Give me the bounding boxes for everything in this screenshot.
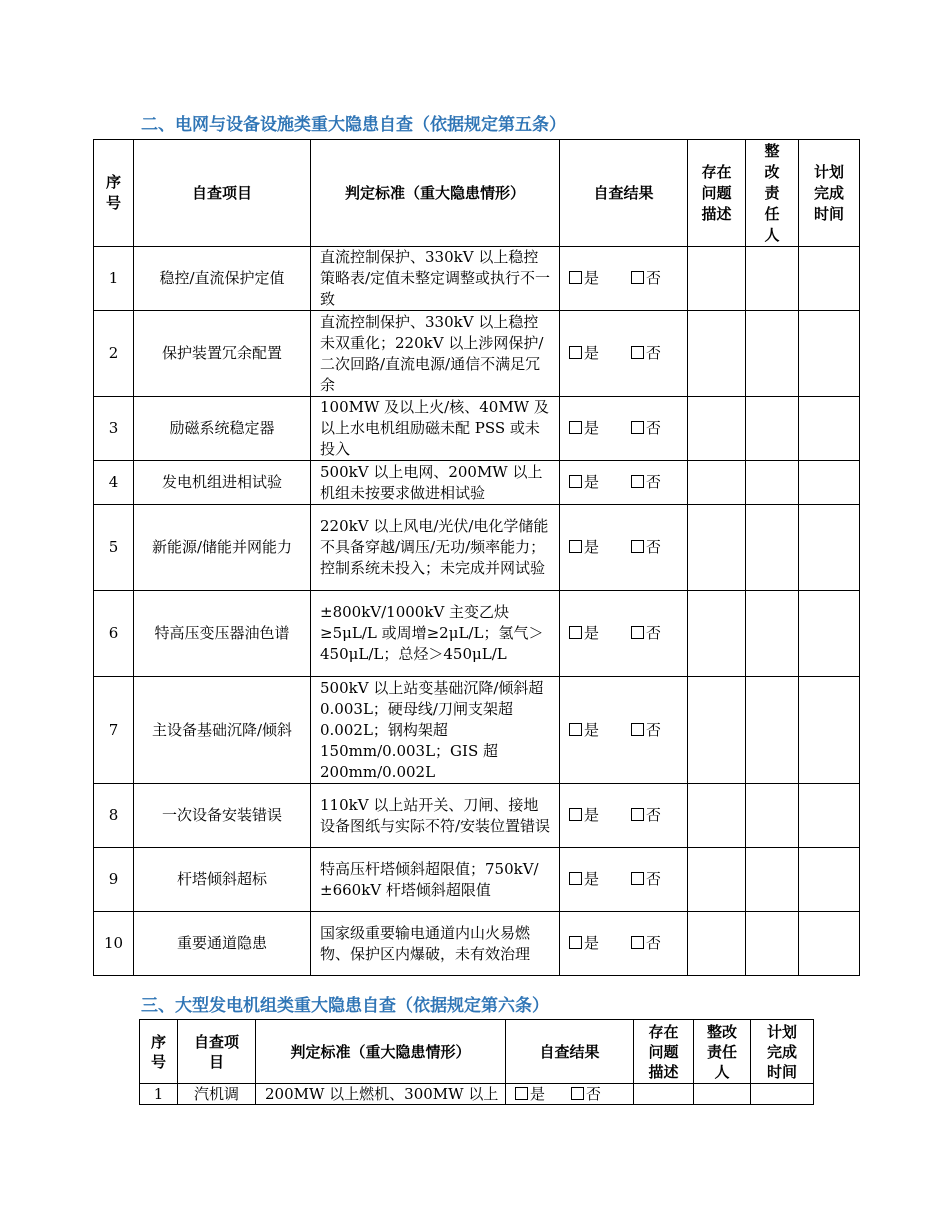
row-deadline-cell[interactable] <box>751 1084 814 1105</box>
row-problem-cell[interactable] <box>688 247 746 311</box>
header-item: 自查项目 <box>178 1020 256 1084</box>
row-responsible-cell[interactable] <box>746 912 799 976</box>
row-item: 稳控/直流保护定值 <box>134 247 311 311</box>
no-label: 否 <box>646 344 662 362</box>
row-responsible-cell[interactable] <box>746 461 799 505</box>
row-result <box>560 848 688 912</box>
row-seq: 1 <box>140 1084 178 1105</box>
checkbox-icon <box>569 540 582 553</box>
row-problem-cell[interactable] <box>688 311 746 397</box>
table-row <box>94 848 860 912</box>
row-deadline-cell[interactable] <box>799 311 860 397</box>
yes-checkbox[interactable] <box>569 268 599 289</box>
header-deadline: 计划完成时间 <box>751 1020 814 1084</box>
checkbox-icon <box>569 808 582 821</box>
row-seq: 9 <box>94 848 134 912</box>
row-item: 保护装置冗余配置 <box>134 311 311 397</box>
yes-label: 是 <box>584 806 600 824</box>
no-checkbox[interactable] <box>631 933 661 954</box>
row-standard: 220kV 以上风电/光伏/电化学储能不具备穿越/调压/无功/频率能力；控制系统未投入；未完成并网试验 <box>311 505 560 591</box>
checkbox-icon <box>631 808 644 821</box>
yes-label: 是 <box>584 473 600 491</box>
row-seq: 7 <box>94 677 134 784</box>
row-item: 一次设备安装错误 <box>134 784 311 848</box>
row-problem-cell[interactable] <box>634 1084 694 1105</box>
table-row <box>94 247 860 311</box>
row-deadline-cell[interactable] <box>799 461 860 505</box>
row-deadline-cell[interactable] <box>799 848 860 912</box>
yes-checkbox[interactable] <box>569 537 599 558</box>
row-item: 特高压变压器油色谱 <box>134 591 311 677</box>
row-seq: 6 <box>94 591 134 677</box>
row-problem-cell[interactable] <box>688 461 746 505</box>
yes-checkbox[interactable] <box>569 805 599 826</box>
row-standard: 特高压杆塔倾斜超限值；750kV/±660kV 杆塔倾斜超限值 <box>311 848 560 912</box>
checkbox-icon <box>515 1087 528 1100</box>
yes-label: 是 <box>584 344 600 362</box>
header-standard: 判定标准（重大隐患情形） <box>256 1020 506 1084</box>
checkbox-icon <box>569 626 582 639</box>
row-problem-cell[interactable] <box>688 848 746 912</box>
yes-label: 是 <box>584 419 600 437</box>
table-row <box>94 677 860 784</box>
row-responsible-cell[interactable] <box>694 1084 751 1105</box>
no-checkbox[interactable] <box>571 1084 601 1104</box>
row-deadline-cell[interactable] <box>799 784 860 848</box>
row-deadline-cell[interactable] <box>799 397 860 461</box>
table-row <box>94 311 860 397</box>
row-seq: 3 <box>94 397 134 461</box>
row-item: 励磁系统稳定器 <box>134 397 311 461</box>
yes-checkbox[interactable] <box>569 418 599 439</box>
yes-checkbox[interactable] <box>569 472 599 493</box>
row-seq: 4 <box>94 461 134 505</box>
table-row <box>140 1084 814 1105</box>
table-row <box>94 912 860 976</box>
row-seq: 2 <box>94 311 134 397</box>
no-label: 否 <box>646 538 662 556</box>
checkbox-icon <box>569 475 582 488</box>
no-checkbox[interactable] <box>631 869 661 890</box>
row-standard: 直流控制保护、330kV 以上稳控策略表/定值未整定调整或执行不一致 <box>311 247 560 311</box>
yes-label: 是 <box>584 269 600 287</box>
checkbox-icon <box>631 346 644 359</box>
row-problem-cell[interactable] <box>688 784 746 848</box>
header-standard: 判定标准（重大隐患情形） <box>311 140 560 247</box>
no-label: 否 <box>646 806 662 824</box>
yes-checkbox[interactable] <box>515 1084 545 1104</box>
hazard-table-grid-equipment <box>93 139 860 976</box>
row-deadline-cell[interactable] <box>799 912 860 976</box>
no-checkbox[interactable] <box>631 623 661 644</box>
no-label: 否 <box>646 269 662 287</box>
hazard-table-generator-units <box>139 1019 814 1105</box>
checkbox-icon <box>569 872 582 885</box>
row-responsible-cell[interactable] <box>746 677 799 784</box>
row-seq: 10 <box>94 912 134 976</box>
row-standard: 100MW 及以上火/核、40MW 及以上水电机组励磁未配 PSS 或未投入 <box>311 397 560 461</box>
row-standard: 500kV 以上站变基础沉降/倾斜超 0.003L；硬母线/刀闸支架超 0.002L；钢构架超 150mm/0.003L；GIS 超 200mm/0.002L <box>311 677 560 784</box>
no-label: 否 <box>646 624 662 642</box>
row-responsible-cell[interactable] <box>746 848 799 912</box>
yes-label: 是 <box>584 934 600 952</box>
header-problem: 存在问题描述 <box>634 1020 694 1084</box>
checkbox-icon <box>631 540 644 553</box>
row-responsible-cell[interactable] <box>746 784 799 848</box>
row-responsible-cell[interactable] <box>746 505 799 591</box>
row-problem-cell[interactable] <box>688 677 746 784</box>
no-checkbox[interactable] <box>631 472 661 493</box>
row-responsible-cell[interactable] <box>746 397 799 461</box>
yes-checkbox[interactable] <box>569 720 599 741</box>
table-row <box>94 591 860 677</box>
row-item: 发电机组进相试验 <box>134 461 311 505</box>
row-problem-cell[interactable] <box>688 505 746 591</box>
header-problem: 存在问题描述 <box>688 140 746 247</box>
row-deadline-cell[interactable] <box>799 677 860 784</box>
row-standard: 200MW 以上燃机、300MW 以上 <box>256 1084 506 1105</box>
checkbox-icon <box>631 872 644 885</box>
section-3-title: 三、大型发电机组类重大隐患自查（依据规定第六条） <box>141 996 549 1016</box>
no-checkbox[interactable] <box>631 418 661 439</box>
no-label: 否 <box>646 720 662 739</box>
row-responsible-cell[interactable] <box>746 247 799 311</box>
checkbox-icon <box>569 271 582 284</box>
row-seq: 8 <box>94 784 134 848</box>
no-checkbox[interactable] <box>631 268 661 289</box>
table-row <box>94 397 860 461</box>
section-2-title: 二、电网与设备设施类重大隐患自查（依据规定第五条） <box>141 115 566 135</box>
yes-label: 是 <box>584 720 600 739</box>
row-deadline-cell[interactable] <box>799 591 860 677</box>
no-label: 否 <box>646 473 662 491</box>
no-label: 否 <box>646 934 662 952</box>
header-result: 自查结果 <box>560 140 688 247</box>
row-problem-cell[interactable] <box>688 912 746 976</box>
row-deadline-cell[interactable] <box>799 247 860 311</box>
yes-label: 是 <box>530 1085 546 1103</box>
yes-label: 是 <box>584 870 600 888</box>
checkbox-icon <box>631 723 644 736</box>
row-problem-cell[interactable] <box>688 397 746 461</box>
checkbox-icon <box>569 936 582 949</box>
header-result: 自查结果 <box>506 1020 634 1084</box>
row-seq: 1 <box>94 247 134 311</box>
no-checkbox[interactable] <box>631 537 661 558</box>
row-responsible-cell[interactable] <box>746 311 799 397</box>
row-result <box>506 1084 634 1105</box>
row-result <box>560 397 688 461</box>
header-responsible: 整改责任人 <box>694 1020 751 1084</box>
checkbox-icon <box>569 421 582 434</box>
yes-checkbox[interactable] <box>569 343 599 364</box>
row-item: 汽机调 <box>178 1084 256 1105</box>
header-deadline: 计划完成时间 <box>799 140 860 247</box>
checkbox-icon <box>569 346 582 359</box>
yes-checkbox[interactable] <box>569 623 599 644</box>
row-item: 主设备基础沉降/倾斜 <box>134 677 311 784</box>
no-checkbox[interactable] <box>631 720 661 741</box>
row-standard: 国家级重要输电通道内山火易燃物、保护区内爆破，未有效治理 <box>311 912 560 976</box>
row-result <box>560 784 688 848</box>
no-label: 否 <box>586 1085 602 1103</box>
row-item: 杆塔倾斜超标 <box>134 848 311 912</box>
header-seq: 序号 <box>140 1020 178 1084</box>
yes-checkbox[interactable] <box>569 933 599 954</box>
header-responsible: 整改责任人 <box>746 140 799 247</box>
checkbox-icon <box>631 936 644 949</box>
no-checkbox[interactable] <box>631 343 661 364</box>
row-result <box>560 247 688 311</box>
row-result <box>560 591 688 677</box>
row-deadline-cell[interactable] <box>799 505 860 591</box>
row-result <box>560 505 688 591</box>
checkbox-icon <box>631 421 644 434</box>
row-responsible-cell[interactable] <box>746 591 799 677</box>
no-checkbox[interactable] <box>631 805 661 826</box>
row-problem-cell[interactable] <box>688 591 746 677</box>
row-result <box>560 677 688 784</box>
header-item: 自查项目 <box>134 140 311 247</box>
row-seq: 5 <box>94 505 134 591</box>
checkbox-icon <box>571 1087 584 1100</box>
row-item: 新能源/储能并网能力 <box>134 505 311 591</box>
row-result <box>560 461 688 505</box>
yes-label: 是 <box>584 538 600 556</box>
no-label: 否 <box>646 870 662 888</box>
yes-checkbox[interactable] <box>569 869 599 890</box>
no-label: 否 <box>646 419 662 437</box>
row-standard: 直流控制保护、330kV 以上稳控未双重化；220kV 以上涉网保护/二次回路/直流电源/通信不满足冗余 <box>311 311 560 397</box>
table-row <box>94 461 860 505</box>
row-item: 重要通道隐患 <box>134 912 311 976</box>
row-standard: 110kV 以上站开关、刀闸、接地设备图纸与实际不符/安装位置错误 <box>311 784 560 848</box>
yes-label: 是 <box>584 624 600 642</box>
row-standard: ±800kV/1000kV 主变乙炔≥5μL/L 或周增≥2μL/L；氢气＞450μL/L；总烃＞450μL/L <box>311 591 560 677</box>
row-standard: 500kV 以上电网、200MW 以上机组未按要求做进相试验 <box>311 461 560 505</box>
header-seq: 序号 <box>94 140 134 247</box>
row-result <box>560 912 688 976</box>
checkbox-icon <box>631 475 644 488</box>
checkbox-icon <box>631 626 644 639</box>
table-row <box>94 505 860 591</box>
row-result <box>560 311 688 397</box>
table-row <box>94 784 860 848</box>
checkbox-icon <box>631 271 644 284</box>
checkbox-icon <box>569 723 582 736</box>
